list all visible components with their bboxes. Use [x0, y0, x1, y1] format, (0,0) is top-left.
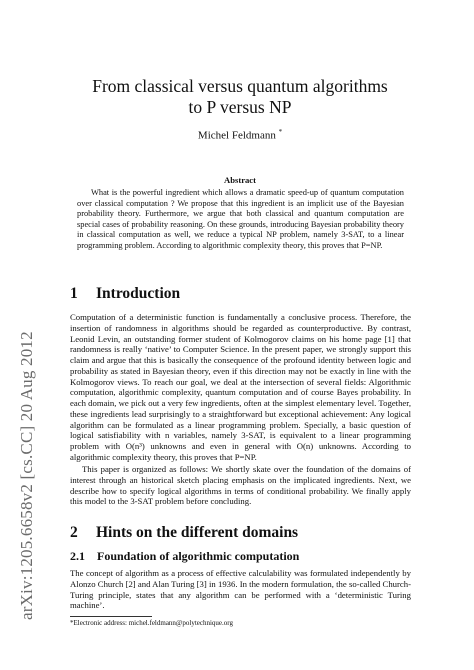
arxiv-identifier: arXiv:1205.6658v2 [cs.CC] 20 Aug 2012 — [17, 331, 36, 620]
author-footnote-mark: * — [278, 128, 283, 136]
author-line — [60, 128, 420, 142]
footnote: *Electronic address: michel.feldmann@polytechnique.org — [70, 619, 233, 627]
abstract-heading: Abstract — [224, 175, 256, 185]
abstract-text: What is the powerful ingredient which allows a dramatic speed-up of quantum computation over classical computation ? We propose that this ingredient is an implicit use of the Bayesian probability theory. Furthermore, we argue that both classical and quantum computation are special cases of probability reasoning. On these grounds, introducing Bayesian probability theory in classical computation as well, we reduce a typical NP problem, namely 3-SAT, to a linear programming problem. According to algorithmic complexity theory, this proves that P=NP. — [77, 188, 404, 250]
section-1-title: Introduction — [96, 285, 181, 302]
author-name: Michel Feldmann — [197, 129, 276, 142]
arxiv-sidebar — [4, 170, 36, 640]
section-1-number: 1 — [70, 285, 78, 302]
subsection-2-1-title: Foundation of algorithmic computation — [97, 549, 300, 563]
paper-title — [60, 76, 420, 118]
section-2-heading — [70, 524, 298, 542]
title-line-1: From classical versus quantum algorithms — [92, 76, 388, 96]
title-line-2: to P versus NP — [188, 97, 292, 117]
intro-paragraph-2: This paper is organized as follows: We shortly skate over the foundation of the domains of interest through an historical sketch placing emphasis on the implicated ingredients. Next, we describe how to specify logical algorithms in terms of conditional probability. We finally apply this model to the 3-SAT problem before concluding. — [70, 464, 411, 507]
footnote-rule — [70, 616, 152, 617]
section-2-title: Hints on the different domains — [96, 524, 299, 541]
intro-paragraph-1: Computation of a deterministic function is fundamentally a conclusive process. Therefore, the insertion of randomness in algorithms should be regarded as counterproductive. By contrast, Leonid Levin, an outstanding former student of Kolmogorov claims on his home page [1] that randomness is really ‘native’ to Computer Science. In the present paper, we strongly support this claim and argue that this is basically the consequence of the profound identity between logic and probability as stated in Bayesian theory, even if this direction may not be exactly in line with the Kolmogorov views. To reach our goal, we deal at the intersection of several fields: Algorithmic computation, algorithmic complexity, quantum computation and of course Bayes probability. In each domain, we pick out a very few ingredients, often at the simplest elementary level. Together, these ingredients lead surprisingly to a straightforward but exceptional achievement: Any logical algorithm can be formulated as a linear programming problem. Specially, a basic question of logical satisfiability with n variables, namely 3-SAT, is equivalent to a linear programming problem with O(n³) unknowns and even in general with O(n) unknowns. According to algorithmic complexity theory, this proves that P=NP. — [70, 312, 411, 462]
section-2-number: 2 — [70, 524, 78, 541]
subsection-2-1-paragraph: The concept of algorithm as a process of effective calculability was formulated independently by Alonzo Church [2] and Alan Turing [3] in 1936. In the modern formulation, the so-called Church-Turing principle, states that any algorithm can be performed with a ‘deterministic Turing machine’. — [70, 568, 411, 611]
section-1-heading — [70, 285, 180, 303]
subsection-2-1-heading — [70, 549, 299, 564]
subsection-2-1-number: 2.1 — [70, 549, 85, 563]
